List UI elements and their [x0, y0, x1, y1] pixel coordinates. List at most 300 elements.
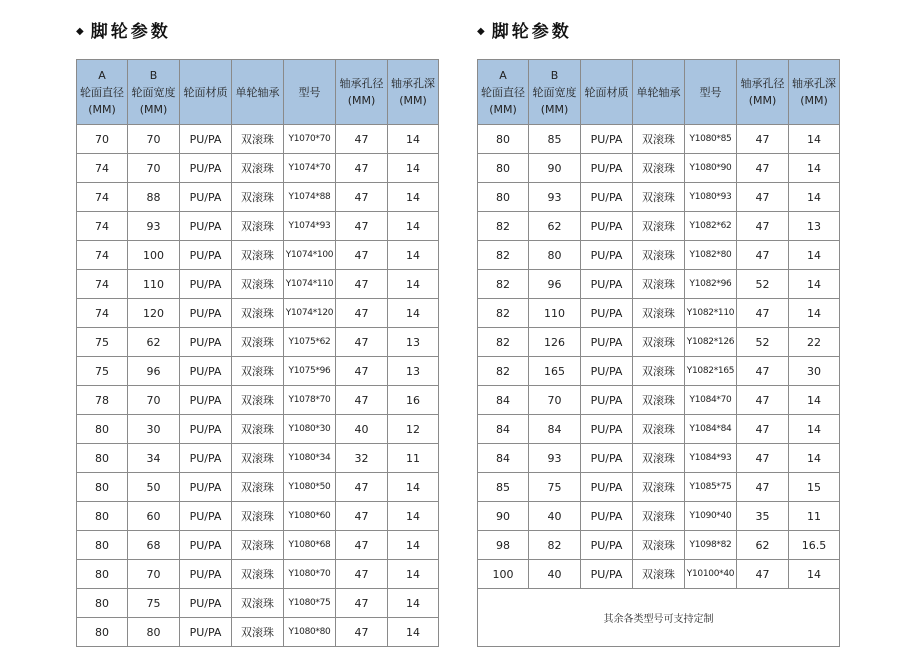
table-row — [77, 415, 439, 444]
cell-wheel-diameter: 80 — [77, 531, 128, 560]
cell-bore-depth: 14 — [388, 183, 439, 212]
cell-wheel-material: PU/PA — [180, 125, 232, 154]
cell-wheel-diameter: 84 — [478, 415, 529, 444]
cell-bore-depth: 14 — [388, 502, 439, 531]
cell-model: Y1074*70 — [284, 154, 336, 183]
cell-wheel-diameter: 74 — [77, 154, 128, 183]
table-row — [77, 125, 439, 154]
table-row — [77, 386, 439, 415]
cell-model: Y1080*93 — [685, 183, 737, 212]
header-bore-diameter — [737, 60, 789, 125]
right-title — [477, 17, 572, 42]
cell-bearing: 双滚珠 — [633, 560, 685, 589]
cell-model: Y1085*75 — [685, 473, 737, 502]
header-line: A — [98, 68, 106, 82]
cell-wheel-diameter: 74 — [77, 241, 128, 270]
cell-bearing: 双滚珠 — [232, 125, 284, 154]
cell-wheel-width: 70 — [529, 386, 581, 415]
cell-model: Y1084*93 — [685, 444, 737, 473]
cell-bore-diameter: 32 — [336, 444, 388, 473]
cell-wheel-material: PU/PA — [581, 502, 633, 531]
cell-wheel-width: 120 — [128, 299, 180, 328]
cell-wheel-material: PU/PA — [180, 328, 232, 357]
cell-model: Y1070*70 — [284, 125, 336, 154]
cell-wheel-material: PU/PA — [180, 560, 232, 589]
left-table-body — [77, 125, 439, 647]
cell-bore-depth: 16.5 — [789, 531, 840, 560]
cell-model: Y1080*80 — [284, 618, 336, 647]
cell-bearing: 双滚珠 — [232, 357, 284, 386]
cell-bore-depth: 14 — [789, 270, 840, 299]
cell-wheel-material: PU/PA — [581, 241, 633, 270]
cell-wheel-material: PU/PA — [581, 386, 633, 415]
cell-bore-diameter: 47 — [336, 270, 388, 299]
header-model — [284, 60, 336, 125]
cell-bearing: 双滚珠 — [232, 212, 284, 241]
right-spec-table — [477, 59, 840, 647]
cell-wheel-material: PU/PA — [180, 618, 232, 647]
cell-bearing: 双滚珠 — [633, 125, 685, 154]
cell-wheel-diameter: 80 — [77, 618, 128, 647]
cell-wheel-width: 80 — [128, 618, 180, 647]
cell-bore-diameter: 47 — [336, 125, 388, 154]
cell-bore-depth: 14 — [789, 125, 840, 154]
cell-wheel-width: 70 — [128, 125, 180, 154]
cell-bore-depth: 13 — [388, 357, 439, 386]
cell-wheel-width: 68 — [128, 531, 180, 560]
table-row — [77, 241, 439, 270]
right-header-row — [478, 60, 840, 125]
cell-bearing: 双滚珠 — [232, 502, 284, 531]
cell-bearing: 双滚珠 — [232, 154, 284, 183]
cell-bore-depth: 11 — [789, 502, 840, 531]
cell-bore-diameter: 47 — [737, 299, 789, 328]
header-line: (MM) — [489, 102, 517, 116]
header-wheel-diameter — [478, 60, 529, 125]
cell-wheel-width: 62 — [529, 212, 581, 241]
cell-bore-diameter: 47 — [336, 618, 388, 647]
table-row — [77, 531, 439, 560]
cell-bore-diameter: 52 — [737, 270, 789, 299]
cell-bearing: 双滚珠 — [633, 444, 685, 473]
cell-wheel-material: PU/PA — [581, 125, 633, 154]
header-wheel-width — [529, 60, 581, 125]
cell-bearing: 双滚珠 — [232, 386, 284, 415]
cell-wheel-diameter: 74 — [77, 212, 128, 241]
diamond-bullet-icon: ◆ — [76, 26, 84, 37]
cell-bore-depth: 14 — [388, 618, 439, 647]
header-line: 轮面材质 — [584, 85, 629, 99]
cell-wheel-material: PU/PA — [180, 531, 232, 560]
cell-bearing: 双滚珠 — [232, 183, 284, 212]
cell-model: Y1082*165 — [685, 357, 737, 386]
cell-wheel-diameter: 82 — [478, 299, 529, 328]
cell-wheel-width: 50 — [128, 473, 180, 502]
cell-wheel-width: 70 — [128, 560, 180, 589]
cell-bore-diameter: 47 — [737, 183, 789, 212]
header-line: 单轮轴承 — [636, 85, 681, 99]
cell-wheel-width: 62 — [128, 328, 180, 357]
cell-wheel-diameter: 98 — [478, 531, 529, 560]
cell-wheel-diameter: 82 — [478, 241, 529, 270]
cell-model: Y1080*68 — [284, 531, 336, 560]
cell-bearing: 双滚珠 — [633, 531, 685, 560]
cell-wheel-diameter: 80 — [478, 183, 529, 212]
cell-wheel-width: 165 — [529, 357, 581, 386]
cell-bore-depth: 14 — [789, 415, 840, 444]
left-spec-table — [76, 59, 439, 647]
cell-bore-depth: 14 — [789, 299, 840, 328]
cell-wheel-width: 70 — [128, 154, 180, 183]
cell-wheel-diameter: 78 — [77, 386, 128, 415]
table-row — [478, 444, 840, 473]
cell-wheel-width: 34 — [128, 444, 180, 473]
header-bore-depth — [388, 60, 439, 125]
cell-bore-diameter: 47 — [336, 328, 388, 357]
table-row — [77, 212, 439, 241]
table-row — [77, 560, 439, 589]
cell-bearing: 双滚珠 — [633, 473, 685, 502]
header-line: (MM) — [88, 102, 116, 116]
cell-wheel-material: PU/PA — [180, 212, 232, 241]
cell-wheel-width: 93 — [128, 212, 180, 241]
cell-wheel-diameter: 82 — [478, 357, 529, 386]
cell-model: Y1080*90 — [685, 154, 737, 183]
table-row — [478, 386, 840, 415]
cell-model: Y1090*40 — [685, 502, 737, 531]
header-line: 轴承孔深 — [391, 77, 435, 90]
header-wheel-material — [581, 60, 633, 125]
cell-bore-diameter: 47 — [336, 212, 388, 241]
table-row — [77, 270, 439, 299]
cell-wheel-width: 40 — [529, 560, 581, 589]
cell-model: Y10100*40 — [685, 560, 737, 589]
table-row — [478, 502, 840, 531]
header-bearing — [232, 60, 284, 125]
cell-bore-diameter: 47 — [737, 473, 789, 502]
cell-bore-diameter: 47 — [737, 357, 789, 386]
header-model — [685, 60, 737, 125]
cell-bore-diameter: 47 — [737, 415, 789, 444]
cell-bearing: 双滚珠 — [232, 270, 284, 299]
header-line: 型号 — [699, 85, 722, 99]
cell-model: Y1075*62 — [284, 328, 336, 357]
cell-model: Y1082*80 — [685, 241, 737, 270]
table-row — [478, 299, 840, 328]
left-title-text: 脚轮参数 — [90, 22, 171, 42]
cell-bore-diameter: 47 — [336, 560, 388, 589]
cell-wheel-diameter: 74 — [77, 270, 128, 299]
cell-wheel-material: PU/PA — [180, 444, 232, 473]
header-wheel-material — [180, 60, 232, 125]
table-row — [77, 473, 439, 502]
header-line: 轮面宽度 — [532, 85, 577, 99]
cell-wheel-diameter: 80 — [478, 125, 529, 154]
cell-wheel-diameter: 80 — [77, 415, 128, 444]
cell-bore-depth: 15 — [789, 473, 840, 502]
cell-wheel-diameter: 74 — [77, 299, 128, 328]
cell-bore-diameter: 47 — [336, 502, 388, 531]
cell-wheel-width: 84 — [529, 415, 581, 444]
table-row — [478, 357, 840, 386]
cell-wheel-material: PU/PA — [581, 299, 633, 328]
header-line: (MM) — [399, 94, 427, 107]
cell-bore-depth: 14 — [388, 270, 439, 299]
cell-bore-diameter: 47 — [336, 241, 388, 270]
cell-bearing: 双滚珠 — [633, 154, 685, 183]
header-line: 轴承孔径 — [339, 77, 384, 90]
cell-bore-diameter: 47 — [336, 357, 388, 386]
cell-bore-depth: 13 — [789, 212, 840, 241]
cell-wheel-material: PU/PA — [180, 154, 232, 183]
header-line: (MM) — [139, 102, 168, 116]
cell-model: Y1080*34 — [284, 444, 336, 473]
header-line: 轴承孔深 — [792, 77, 836, 90]
table-row — [478, 270, 840, 299]
footnote-text: 其余各类型号可支持定制 — [478, 589, 840, 647]
cell-wheel-material: PU/PA — [180, 502, 232, 531]
cell-model: Y1080*70 — [284, 560, 336, 589]
cell-bore-diameter: 47 — [336, 154, 388, 183]
cell-wheel-diameter: 82 — [478, 212, 529, 241]
cell-model: Y1098*82 — [685, 531, 737, 560]
cell-wheel-width: 80 — [529, 241, 581, 270]
table-row — [77, 502, 439, 531]
header-line: 型号 — [298, 85, 321, 99]
cell-wheel-material: PU/PA — [180, 241, 232, 270]
cell-bore-depth: 14 — [789, 444, 840, 473]
cell-model: Y1080*30 — [284, 415, 336, 444]
cell-bearing: 双滚珠 — [232, 299, 284, 328]
cell-bore-depth: 14 — [388, 473, 439, 502]
cell-wheel-width: 60 — [128, 502, 180, 531]
cell-wheel-diameter: 80 — [77, 473, 128, 502]
cell-model: Y1084*84 — [685, 415, 737, 444]
cell-bore-depth: 14 — [388, 212, 439, 241]
cell-bore-diameter: 47 — [336, 473, 388, 502]
cell-bore-diameter: 40 — [336, 415, 388, 444]
header-wheel-diameter — [77, 60, 128, 125]
cell-bearing: 双滚珠 — [232, 618, 284, 647]
table-row — [478, 531, 840, 560]
cell-model: Y1084*70 — [685, 386, 737, 415]
cell-bore-depth: 11 — [388, 444, 439, 473]
cell-wheel-material: PU/PA — [581, 473, 633, 502]
cell-wheel-diameter: 70 — [77, 125, 128, 154]
table-row — [77, 618, 439, 647]
cell-bearing: 双滚珠 — [633, 386, 685, 415]
cell-bearing: 双滚珠 — [633, 415, 685, 444]
cell-bore-diameter: 47 — [336, 183, 388, 212]
cell-bearing: 双滚珠 — [232, 589, 284, 618]
table-row — [77, 154, 439, 183]
cell-bore-depth: 14 — [789, 560, 840, 589]
cell-wheel-diameter: 80 — [77, 589, 128, 618]
cell-wheel-material: PU/PA — [180, 299, 232, 328]
header-line: 轮面材质 — [183, 85, 228, 99]
cell-bore-depth: 12 — [388, 415, 439, 444]
cell-model: Y1074*100 — [284, 241, 336, 270]
cell-bore-diameter: 62 — [737, 531, 789, 560]
cell-wheel-diameter: 90 — [478, 502, 529, 531]
cell-bore-diameter: 47 — [737, 241, 789, 270]
cell-model: Y1074*110 — [284, 270, 336, 299]
header-bearing — [633, 60, 685, 125]
cell-wheel-diameter: 84 — [478, 386, 529, 415]
right-table-body — [478, 125, 840, 647]
header-bore-depth — [789, 60, 840, 125]
header-line: 单轮轴承 — [235, 85, 280, 99]
cell-model: Y1075*96 — [284, 357, 336, 386]
cell-bore-diameter: 47 — [336, 299, 388, 328]
cell-wheel-width: 75 — [128, 589, 180, 618]
cell-wheel-material: PU/PA — [581, 531, 633, 560]
table-row — [478, 183, 840, 212]
cell-bore-depth: 14 — [789, 183, 840, 212]
cell-bore-diameter: 47 — [737, 560, 789, 589]
cell-bore-depth: 14 — [388, 531, 439, 560]
cell-wheel-diameter: 74 — [77, 183, 128, 212]
header-line: B — [149, 68, 158, 82]
cell-wheel-material: PU/PA — [581, 212, 633, 241]
cell-wheel-diameter: 75 — [77, 328, 128, 357]
cell-wheel-width: 85 — [529, 125, 581, 154]
cell-bearing: 双滚珠 — [232, 241, 284, 270]
cell-bore-diameter: 47 — [737, 212, 789, 241]
footnote-row — [478, 589, 840, 647]
cell-bore-diameter: 47 — [737, 444, 789, 473]
cell-wheel-material: PU/PA — [180, 183, 232, 212]
cell-wheel-material: PU/PA — [180, 415, 232, 444]
left-header-row — [77, 60, 439, 125]
cell-wheel-material: PU/PA — [180, 270, 232, 299]
cell-wheel-diameter: 85 — [478, 473, 529, 502]
cell-bearing: 双滚珠 — [633, 299, 685, 328]
cell-bore-depth: 14 — [789, 241, 840, 270]
cell-model: Y1080*60 — [284, 502, 336, 531]
cell-bore-depth: 14 — [388, 560, 439, 589]
cell-wheel-width: 110 — [529, 299, 581, 328]
cell-bore-diameter: 47 — [737, 386, 789, 415]
cell-wheel-width: 93 — [529, 444, 581, 473]
cell-bearing: 双滚珠 — [232, 560, 284, 589]
cell-model: Y1074*120 — [284, 299, 336, 328]
header-line: 轮面宽度 — [131, 85, 176, 99]
cell-bore-depth: 13 — [388, 328, 439, 357]
cell-bore-depth: 14 — [789, 154, 840, 183]
cell-wheel-material: PU/PA — [180, 386, 232, 415]
cell-wheel-width: 126 — [529, 328, 581, 357]
header-wheel-width — [128, 60, 180, 125]
header-line: 轮面直径 — [80, 85, 124, 99]
header-line: (MM) — [347, 94, 376, 107]
cell-wheel-width: 96 — [529, 270, 581, 299]
cell-wheel-material: PU/PA — [581, 328, 633, 357]
cell-bearing: 双滚珠 — [633, 270, 685, 299]
header-line: B — [550, 68, 559, 82]
cell-wheel-diameter: 75 — [77, 357, 128, 386]
cell-model: Y1082*110 — [685, 299, 737, 328]
table-row — [77, 589, 439, 618]
cell-wheel-diameter: 80 — [77, 560, 128, 589]
cell-model: Y1082*96 — [685, 270, 737, 299]
table-row — [478, 212, 840, 241]
header-line: 轮面直径 — [481, 85, 525, 99]
header-line: A — [499, 68, 507, 82]
cell-bore-diameter: 47 — [336, 386, 388, 415]
table-row — [77, 357, 439, 386]
cell-bore-diameter: 47 — [737, 154, 789, 183]
cell-wheel-material: PU/PA — [581, 444, 633, 473]
right-title-text: 脚轮参数 — [491, 22, 572, 42]
cell-wheel-material: PU/PA — [180, 357, 232, 386]
table-row — [77, 299, 439, 328]
table-row — [478, 241, 840, 270]
table-row — [77, 328, 439, 357]
cell-model: Y1082*126 — [685, 328, 737, 357]
cell-wheel-width: 70 — [128, 386, 180, 415]
cell-wheel-width: 93 — [529, 183, 581, 212]
cell-wheel-material: PU/PA — [180, 473, 232, 502]
table-row — [77, 444, 439, 473]
cell-bore-depth: 14 — [388, 589, 439, 618]
cell-wheel-material: PU/PA — [581, 357, 633, 386]
cell-wheel-width: 88 — [128, 183, 180, 212]
cell-bearing: 双滚珠 — [633, 357, 685, 386]
cell-wheel-material: PU/PA — [581, 560, 633, 589]
cell-wheel-diameter: 84 — [478, 444, 529, 473]
cell-bearing: 双滚珠 — [633, 328, 685, 357]
cell-wheel-material: PU/PA — [581, 270, 633, 299]
cell-wheel-diameter: 80 — [478, 154, 529, 183]
cell-bearing: 双滚珠 — [232, 415, 284, 444]
table-row — [77, 183, 439, 212]
cell-model: Y1078*70 — [284, 386, 336, 415]
cell-wheel-width: 110 — [128, 270, 180, 299]
cell-wheel-width: 82 — [529, 531, 581, 560]
diamond-bullet-icon: ◆ — [477, 26, 485, 37]
cell-wheel-diameter: 80 — [77, 444, 128, 473]
cell-wheel-diameter: 82 — [478, 270, 529, 299]
cell-wheel-width: 75 — [529, 473, 581, 502]
left-title — [76, 17, 171, 42]
cell-wheel-width: 100 — [128, 241, 180, 270]
table-row — [478, 560, 840, 589]
header-line: (MM) — [800, 94, 828, 107]
cell-bore-depth: 14 — [789, 386, 840, 415]
table-row — [478, 328, 840, 357]
cell-bore-depth: 14 — [388, 125, 439, 154]
cell-wheel-diameter: 82 — [478, 328, 529, 357]
cell-bearing: 双滚珠 — [232, 531, 284, 560]
cell-model: Y1080*75 — [284, 589, 336, 618]
table-row — [478, 154, 840, 183]
cell-bearing: 双滚珠 — [232, 444, 284, 473]
cell-bore-depth: 16 — [388, 386, 439, 415]
header-line: (MM) — [540, 102, 569, 116]
cell-model: Y1074*93 — [284, 212, 336, 241]
table-row — [478, 125, 840, 154]
cell-model: Y1074*88 — [284, 183, 336, 212]
cell-wheel-diameter: 100 — [478, 560, 529, 589]
cell-model: Y1082*62 — [685, 212, 737, 241]
cell-wheel-width: 96 — [128, 357, 180, 386]
cell-model: Y1080*50 — [284, 473, 336, 502]
table-row — [478, 473, 840, 502]
cell-bearing: 双滚珠 — [633, 183, 685, 212]
cell-bore-diameter: 35 — [737, 502, 789, 531]
cell-bore-depth: 14 — [388, 154, 439, 183]
